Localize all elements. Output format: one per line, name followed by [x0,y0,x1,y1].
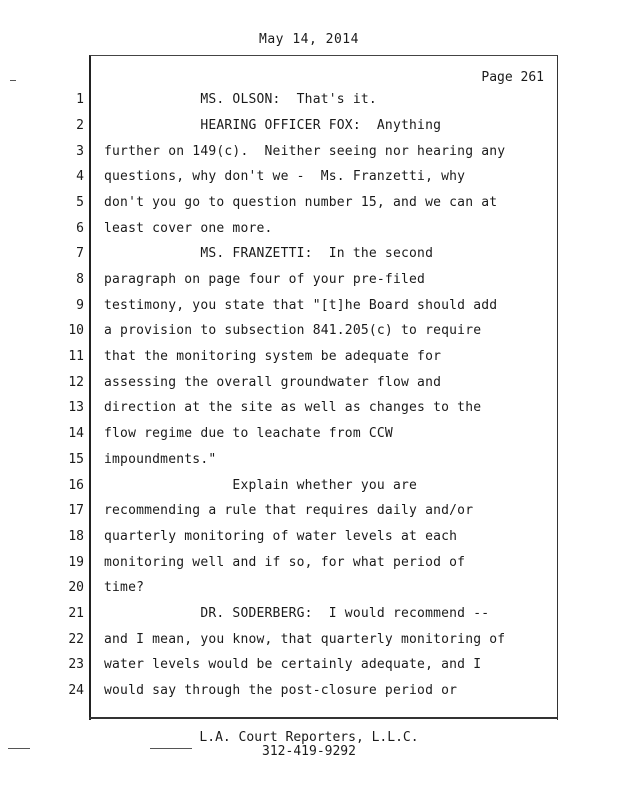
line-number: 15 [68,452,84,467]
transcript-line: and I mean, you know, that quarterly monitoring of [104,632,506,647]
line-number: 19 [68,555,84,570]
transcript-line: DR. SODERBERG: I would recommend -- [104,606,490,621]
transcript-line: least cover one more. [104,221,273,236]
transcript-line: questions, why don't we - Ms. Franzetti, why [104,169,466,184]
transcript-line: paragraph on page four of your pre-filed [104,272,426,287]
transcript-line: that the monitoring system be adequate for [104,349,442,364]
transcript-line: would say through the post-closure period or [104,683,458,698]
line-number: 22 [68,632,84,647]
line-number: 5 [76,195,84,210]
transcript-date: May 14, 2014 [259,32,359,47]
line-number: 6 [76,221,84,236]
page-number: Page 261 [481,70,544,85]
line-number: 24 [68,683,84,698]
transcript-line: monitoring well and if so, for what period of [104,555,466,570]
line-number: 4 [76,169,84,184]
scan-mark [8,748,30,749]
transcript-line: don't you go to question number 15, and we can at [104,195,498,210]
transcript-line: time? [104,580,145,595]
transcript-line: testimony, you state that "[t]he Board should add [104,298,498,313]
line-number: 18 [68,529,84,544]
line-number: 2 [76,118,84,133]
transcript-line: impoundments." [104,452,217,467]
line-number: 17 [68,503,84,518]
transcript-line: flow regime due to leachate from CCW [104,426,393,441]
line-number: 13 [68,400,84,415]
footer-phone: 312-419-9292 [262,744,356,759]
line-number: 10 [68,323,84,338]
transcript-line: assessing the overall groundwater flow and [104,375,442,390]
transcript-line: Explain whether you are [104,478,418,493]
line-number: 20 [68,580,84,595]
line-number: 21 [68,606,84,621]
line-number: 14 [68,426,84,441]
line-number: 23 [68,657,84,672]
transcript-line: MS. OLSON: That's it. [104,92,377,107]
line-number: 8 [76,272,84,287]
scan-mark [150,748,192,749]
transcript-line: recommending a rule that requires daily and/or [104,503,474,518]
line-number: 9 [76,298,84,313]
line-number: 1 [76,92,84,107]
transcript-line: quarterly monitoring of water levels at each [104,529,458,544]
line-number: 7 [76,246,84,261]
line-number: 16 [68,478,84,493]
transcript-line: HEARING OFFICER FOX: Anything [104,118,442,133]
scan-mark [10,80,16,81]
line-number: 12 [68,375,84,390]
transcript-line: water levels would be certainly adequate, and I [104,657,482,672]
line-number: 3 [76,144,84,159]
line-number: 11 [68,349,84,364]
transcript-line: direction at the site as well as changes to the [104,400,482,415]
transcript-line: further on 149(c). Neither seeing nor hearing any [104,144,506,159]
transcript-line: MS. FRANZETTI: In the second [104,246,434,261]
footer-company: L.A. Court Reporters, L.L.C. [199,730,419,745]
transcript-line: a provision to subsection 841.205(c) to require [104,323,482,338]
frame-bottom-rule [89,717,557,719]
